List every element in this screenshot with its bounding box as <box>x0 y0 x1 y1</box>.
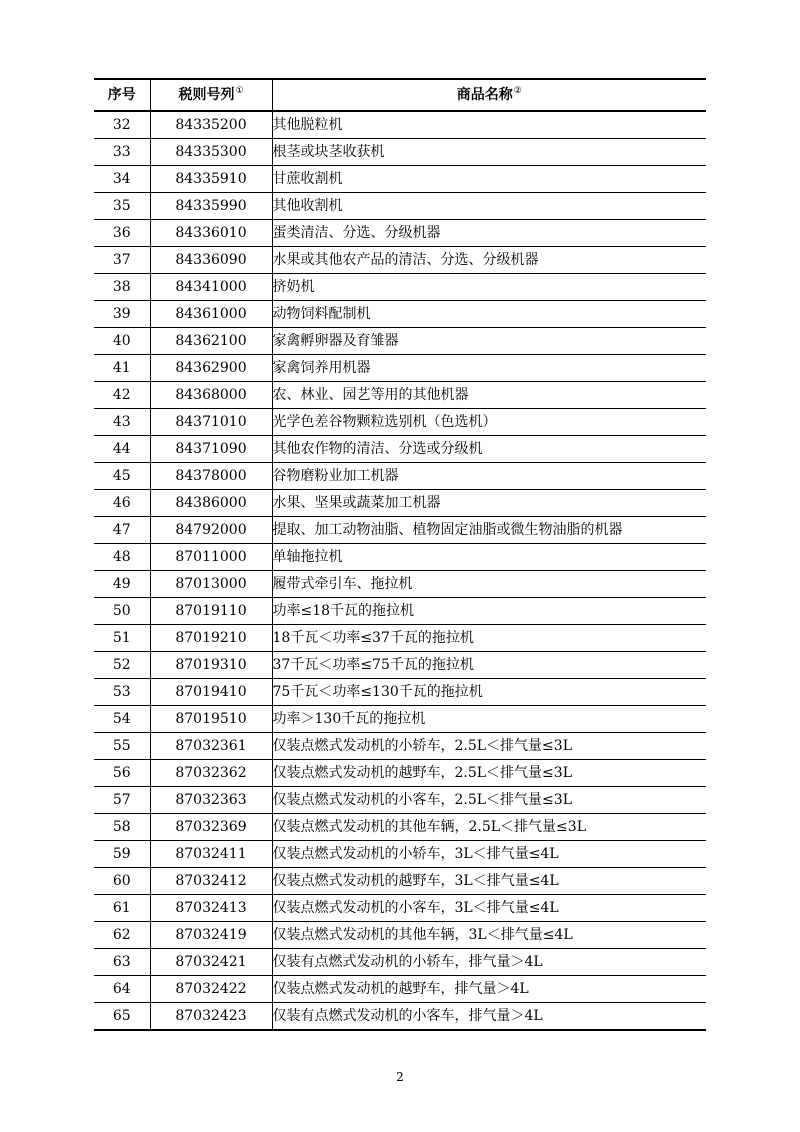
product-name: 其他收割机 <box>272 193 706 220</box>
product-name: 仅装点燃式发动机的越野车，排气量＞4L <box>272 976 706 1003</box>
row-number: 46 <box>94 490 150 517</box>
product-name: 仅装点燃式发动机的其他车辆，2.5L＜排气量≤3L <box>272 814 706 841</box>
tariff-code: 87032369 <box>150 814 272 841</box>
tariff-code: 84371090 <box>150 436 272 463</box>
product-name: 谷物磨粉业加工机器 <box>272 463 706 490</box>
product-name: 光学色差谷物颗粒选别机（色选机） <box>272 409 706 436</box>
table-row <box>94 409 706 436</box>
header-code <box>150 79 272 111</box>
tariff-code: 87032422 <box>150 976 272 1003</box>
row-number: 59 <box>94 841 150 868</box>
page-number: 2 <box>396 1070 404 1084</box>
row-number: 56 <box>94 760 150 787</box>
product-name: 农、林业、园艺等用的其他机器 <box>272 382 706 409</box>
tariff-table <box>94 78 706 1031</box>
tariff-code: 87032413 <box>150 895 272 922</box>
product-name: 履带式牵引车、拖拉机 <box>272 571 706 598</box>
tariff-code: 84362100 <box>150 328 272 355</box>
product-name: 75千瓦＜功率≤130千瓦的拖拉机 <box>272 679 706 706</box>
footnote-marker: ① <box>235 86 244 97</box>
tariff-code: 87032419 <box>150 922 272 949</box>
table-row <box>94 436 706 463</box>
tariff-code: 87011000 <box>150 544 272 571</box>
tariff-code: 87013000 <box>150 571 272 598</box>
table-row <box>94 895 706 922</box>
product-name: 仅装点燃式发动机的小轿车，2.5L＜排气量≤3L <box>272 733 706 760</box>
tariff-code: 87032421 <box>150 949 272 976</box>
table-row <box>94 382 706 409</box>
tariff-code: 84341000 <box>150 274 272 301</box>
product-name: 家禽饲养用机器 <box>272 355 706 382</box>
tariff-code: 87032362 <box>150 760 272 787</box>
row-number: 55 <box>94 733 150 760</box>
table-row <box>94 139 706 166</box>
tariff-code: 84335300 <box>150 139 272 166</box>
product-name: 挤奶机 <box>272 274 706 301</box>
table-row <box>94 706 706 733</box>
table-row <box>94 868 706 895</box>
table-row <box>94 111 706 139</box>
table-row <box>94 787 706 814</box>
table-row <box>94 544 706 571</box>
row-number: 37 <box>94 247 150 274</box>
row-number: 64 <box>94 976 150 1003</box>
header-row <box>94 79 706 111</box>
row-number: 49 <box>94 571 150 598</box>
tariff-code: 87032361 <box>150 733 272 760</box>
product-name: 其他脱粒机 <box>272 111 706 139</box>
product-name: 动物饲料配制机 <box>272 301 706 328</box>
table-row <box>94 976 706 1003</box>
tariff-code: 87032411 <box>150 841 272 868</box>
product-name: 其他农作物的清洁、分选或分级机 <box>272 436 706 463</box>
tariff-code: 84371010 <box>150 409 272 436</box>
table-row <box>94 949 706 976</box>
tariff-code: 87019310 <box>150 652 272 679</box>
table-row <box>94 463 706 490</box>
table-row <box>94 193 706 220</box>
table-row <box>94 652 706 679</box>
row-number: 58 <box>94 814 150 841</box>
product-name: 仅装点燃式发动机的小轿车，3L＜排气量≤4L <box>272 841 706 868</box>
product-name: 功率＞130千瓦的拖拉机 <box>272 706 706 733</box>
table-row <box>94 274 706 301</box>
table-header <box>94 79 706 111</box>
row-number: 45 <box>94 463 150 490</box>
row-number: 35 <box>94 193 150 220</box>
product-name: 18千瓦＜功率≤37千瓦的拖拉机 <box>272 625 706 652</box>
product-name: 单轴拖拉机 <box>272 544 706 571</box>
product-name: 仅装点燃式发动机的其他车辆，3L＜排气量≤4L <box>272 922 706 949</box>
table-row <box>94 625 706 652</box>
product-name: 37千瓦＜功率≤75千瓦的拖拉机 <box>272 652 706 679</box>
table-body <box>94 111 706 1030</box>
product-name: 家禽孵卵器及育雏器 <box>272 328 706 355</box>
tariff-code: 87032423 <box>150 1003 272 1031</box>
row-number: 40 <box>94 328 150 355</box>
row-number: 33 <box>94 139 150 166</box>
table-row <box>94 490 706 517</box>
tariff-code: 84335990 <box>150 193 272 220</box>
header-code-label: 税则号列 <box>178 87 235 103</box>
tariff-code: 87032363 <box>150 787 272 814</box>
table-row <box>94 571 706 598</box>
tariff-code: 84335200 <box>150 111 272 139</box>
tariff-code: 84336010 <box>150 220 272 247</box>
footnote-marker: ② <box>513 86 522 97</box>
tariff-code: 84335910 <box>150 166 272 193</box>
tariff-code: 87019210 <box>150 625 272 652</box>
table-row <box>94 814 706 841</box>
product-name: 仅装点燃式发动机的越野车，2.5L＜排气量≤3L <box>272 760 706 787</box>
row-number: 32 <box>94 111 150 139</box>
tariff-code: 87019510 <box>150 706 272 733</box>
table-row <box>94 517 706 544</box>
row-number: 36 <box>94 220 150 247</box>
row-number: 65 <box>94 1003 150 1031</box>
product-name: 水果、坚果或蔬菜加工机器 <box>272 490 706 517</box>
row-number: 62 <box>94 922 150 949</box>
row-number: 48 <box>94 544 150 571</box>
header-name-label: 商品名称 <box>456 87 513 103</box>
row-number: 50 <box>94 598 150 625</box>
tariff-code: 87032412 <box>150 868 272 895</box>
row-number: 57 <box>94 787 150 814</box>
tariff-code: 84792000 <box>150 517 272 544</box>
row-number: 44 <box>94 436 150 463</box>
table-row <box>94 355 706 382</box>
table-row <box>94 1003 706 1031</box>
table-row <box>94 679 706 706</box>
row-number: 61 <box>94 895 150 922</box>
product-name: 蛋类清洁、分选、分级机器 <box>272 220 706 247</box>
table-row <box>94 733 706 760</box>
tariff-code: 87019110 <box>150 598 272 625</box>
header-name <box>272 79 706 111</box>
row-number: 52 <box>94 652 150 679</box>
product-name: 仅装点燃式发动机的小客车，2.5L＜排气量≤3L <box>272 787 706 814</box>
tariff-code: 84361000 <box>150 301 272 328</box>
product-name: 水果或其他农产品的清洁、分选、分级机器 <box>272 247 706 274</box>
tariff-code: 84362900 <box>150 355 272 382</box>
row-number: 63 <box>94 949 150 976</box>
tariff-code: 84336090 <box>150 247 272 274</box>
table-row <box>94 220 706 247</box>
table-row <box>94 841 706 868</box>
row-number: 47 <box>94 517 150 544</box>
table-row <box>94 247 706 274</box>
row-number: 41 <box>94 355 150 382</box>
header-no <box>94 79 150 111</box>
table-row <box>94 328 706 355</box>
product-name: 仅装有点燃式发动机的小轿车，排气量＞4L <box>272 949 706 976</box>
row-number: 34 <box>94 166 150 193</box>
header-no-label: 序号 <box>107 87 136 103</box>
product-name: 功率≤18千瓦的拖拉机 <box>272 598 706 625</box>
product-name: 仅装有点燃式发动机的小客车，排气量＞4L <box>272 1003 706 1031</box>
product-name: 仅装点燃式发动机的小客车，3L＜排气量≤4L <box>272 895 706 922</box>
product-name: 提取、加工动物油脂、植物固定油脂或微生物油脂的机器 <box>272 517 706 544</box>
row-number: 60 <box>94 868 150 895</box>
row-number: 51 <box>94 625 150 652</box>
row-number: 38 <box>94 274 150 301</box>
tariff-code: 87019410 <box>150 679 272 706</box>
table-row <box>94 598 706 625</box>
row-number: 42 <box>94 382 150 409</box>
tariff-code: 84386000 <box>150 490 272 517</box>
table-row <box>94 166 706 193</box>
tariff-code: 84378000 <box>150 463 272 490</box>
row-number: 53 <box>94 679 150 706</box>
product-name: 仅装点燃式发动机的越野车，3L＜排气量≤4L <box>272 868 706 895</box>
row-number: 54 <box>94 706 150 733</box>
table-row <box>94 301 706 328</box>
product-name: 根茎或块茎收获机 <box>272 139 706 166</box>
table-row <box>94 760 706 787</box>
row-number: 39 <box>94 301 150 328</box>
product-name: 甘蔗收割机 <box>272 166 706 193</box>
tariff-code: 84368000 <box>150 382 272 409</box>
row-number: 43 <box>94 409 150 436</box>
table-row <box>94 922 706 949</box>
